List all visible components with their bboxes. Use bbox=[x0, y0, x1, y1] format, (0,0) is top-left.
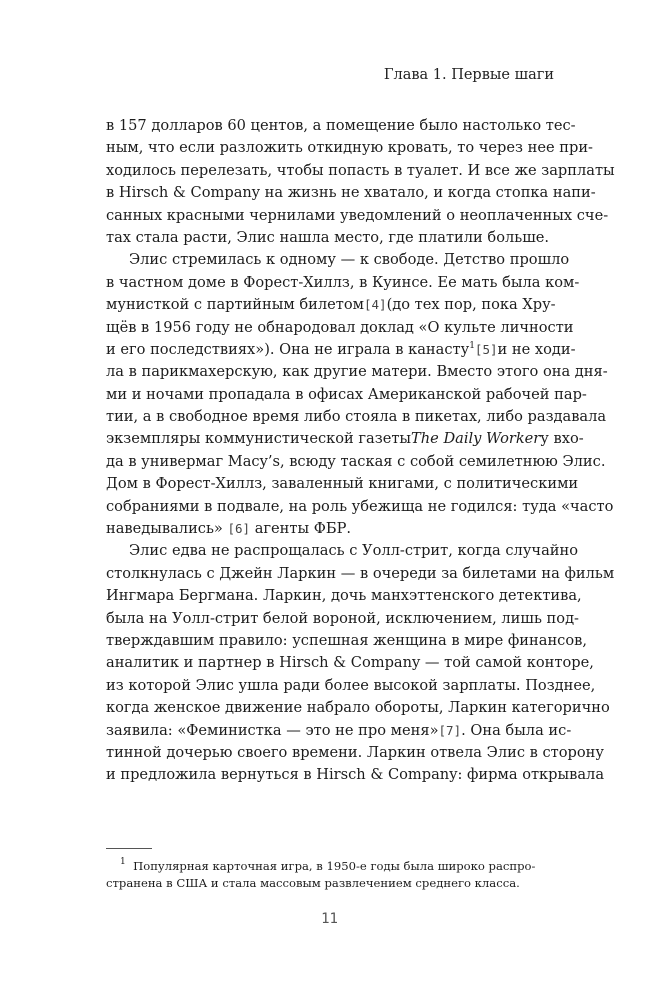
text-line: из которой Элис ушла ради более высокой зарплаты. Позднее, bbox=[106, 676, 596, 694]
footnote-text bbox=[120, 858, 535, 875]
footnote-text-fragment: Популярная карточная игра, в 1950-е годы была широко распро- bbox=[133, 859, 536, 873]
footnote-marker[interactable]: 1 bbox=[469, 340, 475, 351]
text-line: была на Уолл-стрит белой вороной, исключением, лишь под- bbox=[106, 609, 579, 627]
text-fragment: наведывались» bbox=[106, 520, 223, 538]
text-line: тах стала расти, Элис нашла место, где платили больше. bbox=[106, 228, 550, 246]
text-fragment: и не ходи- bbox=[497, 340, 576, 358]
footnote-line bbox=[106, 858, 548, 875]
text-line: тверждавшим правило: успешная женщина в мире финансов, bbox=[106, 631, 587, 649]
text-line: ми и ночами пропадала в офисах Американской рабочей пар- bbox=[106, 385, 587, 403]
text-line bbox=[106, 720, 572, 742]
text-line: когда женское движение набрало обороты, Ларкин категорично bbox=[106, 699, 610, 717]
text-fragment: и его последствиях»). Она не играла в канасту bbox=[106, 340, 470, 358]
text-line: щёв в 1956 году не обнародовал доклад «О культе личности bbox=[106, 318, 574, 336]
text-fragment: (до тех пор, пока Хру- bbox=[386, 296, 556, 314]
text-line: и предложила вернуться в Hirsch & Company: фирма открывала bbox=[106, 766, 605, 784]
text-line: столкнулась с Джейн Ларкин — в очереди за билетами на фильм bbox=[106, 564, 615, 582]
text-line: аналитик и партнер в Hirsch & Company — той самой конторе, bbox=[106, 654, 594, 672]
text-fragment: экземпляры коммунистической газеты bbox=[106, 430, 412, 448]
text-fragment bbox=[106, 339, 475, 361]
text-line: собраниями в подвале, на роль убежища не годился: туда «часто bbox=[106, 497, 614, 515]
text-line: тии, а в свободное время либо стояла в пикетах, либо раздавала bbox=[106, 408, 607, 426]
text-line: в Hirsch & Company на жизнь не хватало, и когда стопка напи- bbox=[106, 184, 596, 202]
text-line: Ингмара Бергмана. Ларкин, дочь манхэттенского детектива, bbox=[106, 587, 582, 605]
text-fragment: заявила: «Феминистка — это не про меня» bbox=[106, 721, 439, 739]
citation-ref-6[interactable]: [6] bbox=[227, 521, 251, 537]
text-line: тинной дочерью своего времени. Ларкин отвела Элис в сторону bbox=[106, 743, 604, 761]
page-number: 11 bbox=[321, 911, 338, 927]
citation-ref-5[interactable]: [5] bbox=[474, 341, 498, 357]
text-line bbox=[106, 294, 556, 316]
text-fragment: агенты ФБР. bbox=[254, 520, 352, 538]
text-fragment: у вхо- bbox=[540, 430, 584, 448]
text-line: Элис стремилась к одному — к свободе. Детство прошло bbox=[129, 251, 570, 269]
text-line: санных красными чернилами уведомлений о неоплаченных сче- bbox=[106, 206, 609, 224]
text-fragment: мунисткой с партийным билетом bbox=[106, 296, 364, 314]
text-line: ходилось перелезать, чтобы попасть в туалет. И все же зарплаты bbox=[106, 161, 615, 179]
text-line: ла в парикмахерскую, как другие матери. Вместо этого она дня- bbox=[106, 363, 608, 381]
text-line: ным, что если разложить откидную кровать, то через нее при- bbox=[106, 139, 593, 157]
text-line: Дом в Форест-Хиллз, заваленный книгами, с политическими bbox=[106, 475, 579, 493]
citation-ref-4[interactable]: [4] bbox=[364, 297, 387, 313]
citation-ref-7[interactable]: [7] bbox=[438, 722, 462, 738]
footnote-line: странена в США и стала массовым развлечением среднего класса. bbox=[106, 876, 520, 890]
footnote bbox=[106, 858, 548, 892]
text-line bbox=[106, 339, 576, 361]
text-line: в 157 долларов 60 центов, а помещение было настолько тес- bbox=[106, 117, 576, 134]
footnote-rule bbox=[106, 848, 152, 849]
text-line bbox=[106, 518, 548, 540]
text-line bbox=[106, 428, 584, 450]
newspaper-title: The Daily Worker bbox=[411, 430, 541, 448]
body-text bbox=[106, 115, 615, 787]
text-line: да в универмаг Macy’s, всюду таская с собой семилетнюю Элис. bbox=[106, 452, 606, 470]
running-head: Глава 1. Первые шаги bbox=[383, 67, 554, 83]
text-line: Элис едва не распрощалась с Уолл-стрит, когда случайно bbox=[129, 542, 579, 560]
text-fragment: . Она была ис- bbox=[461, 721, 572, 739]
text-line: в частном доме в Форест-Хиллз, в Куинсе. Ее мать была ком- bbox=[106, 273, 580, 291]
footnote-number: 1 bbox=[120, 857, 126, 867]
